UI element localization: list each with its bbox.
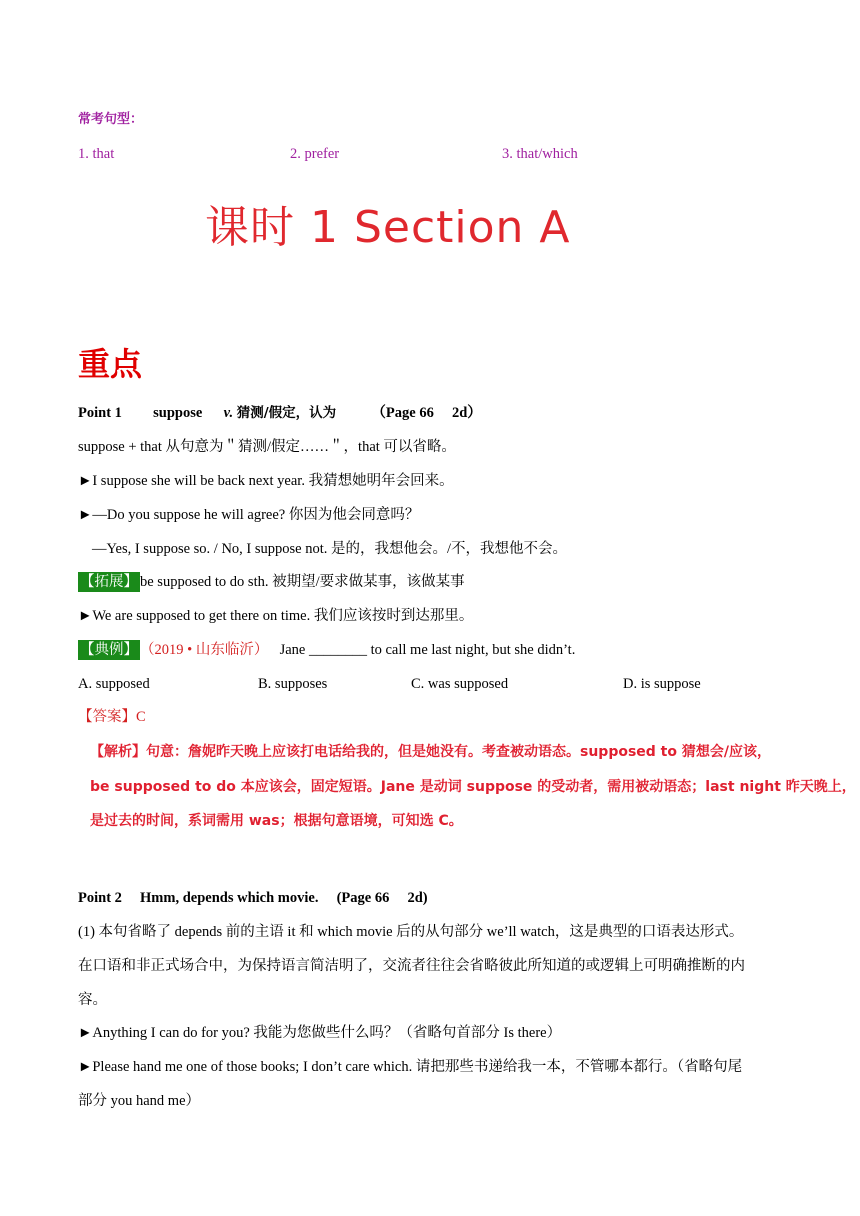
pattern-item-1: 1. that	[78, 146, 115, 162]
point2-title: Point 2 Hmm, depends which movie. (Page 66 2d)	[78, 890, 428, 906]
section-heading: 重点	[78, 345, 143, 383]
point1-example-1: ►I suppose she will be back next year. 我猜想她明年会回来。	[78, 473, 454, 489]
lesson-banner: 课时 1 Section A	[205, 202, 571, 253]
answer-label: 【答案】	[78, 709, 136, 725]
point1-number: Point 1	[78, 405, 122, 421]
point2-paragraph-2: 在口语和非正式场合中，为保持语言简洁明了，交流者往往会省略彼此所知道的或逻辑上可明确推断的内	[78, 958, 745, 974]
option-b: B. supposes	[258, 676, 328, 692]
point1-title	[78, 403, 482, 423]
point1-example-2: ►—Do you suppose he will agree? 你因为他会同意吗？	[78, 507, 420, 523]
point1-example-4: ►We are supposed to get there on time. 我们应该按时到达那里。	[78, 608, 474, 624]
point1-pos: v.	[223, 405, 234, 421]
common-patterns-label: 常考句型：	[78, 112, 144, 127]
answer-line	[78, 707, 146, 727]
point2-example-1: ►Anything I can do for you? 我能为您做些什么吗？（省略句首部分 Is there）	[78, 1025, 562, 1041]
point2-paragraph-3: 容。	[78, 992, 107, 1008]
point1-rule: suppose + that 从句意为＂猜测/假定……＂，that 可以省略。	[78, 439, 456, 455]
extension-tag: 【拓展】	[80, 574, 138, 590]
point1-ref: （Page 66 2d）	[371, 405, 482, 421]
analysis-line-2: be supposed to do 本应该会，固定短语。Jane 是动词 suppose 的受动者，需用被动语态；last night 昨天晚上，	[90, 779, 856, 795]
pattern-item-2: 2. prefer	[290, 146, 340, 162]
answer-value: C	[136, 709, 146, 725]
point2-example-2a: ►Please hand me one of those books; I don’t care which. 请把那些书递给我一本，不管哪本都行。（省略句尾	[78, 1059, 743, 1075]
pattern-item-3: 3. that/which	[502, 146, 578, 162]
point1-meaning: 猜测/假定，认为	[236, 405, 337, 421]
option-c: C. was supposed	[411, 676, 509, 692]
point2-paragraph-1: (1) 本句省略了 depends 前的主语 it 和 which movie 后的从句部分 we’ll watch，这是典型的口语表达形式。	[78, 924, 744, 940]
typical-example-tag: 【典例】	[80, 642, 138, 658]
option-a: A. supposed	[78, 676, 150, 692]
option-d: D. is suppose	[623, 676, 701, 692]
example-question: Jane ________ to call me last night, but she didn’t.	[279, 642, 576, 658]
point1-typical-example	[78, 640, 575, 660]
point1-example-3: —Yes, I suppose so. / No, I suppose not. 是的，我想他会。/不，我想他不会。	[92, 541, 568, 557]
analysis-line-3: 是过去的时间，系词需用 was；根据句意语境，可知选 C。	[90, 813, 463, 829]
point2-example-2b: 部分 you hand me）	[78, 1093, 201, 1109]
analysis-line-1: 【解析】句意：詹妮昨天晚上应该打电话给我的，但是她没有。考查被动语态。supposed to 猜想会/应该，	[90, 744, 771, 760]
extension-text: be supposed to do sth. 被期望/要求做某事，该做某事	[140, 574, 465, 590]
point1-word: suppose	[153, 405, 203, 421]
example-source: （2019 • 山东临沂）	[140, 642, 269, 658]
point1-extension	[78, 572, 465, 592]
